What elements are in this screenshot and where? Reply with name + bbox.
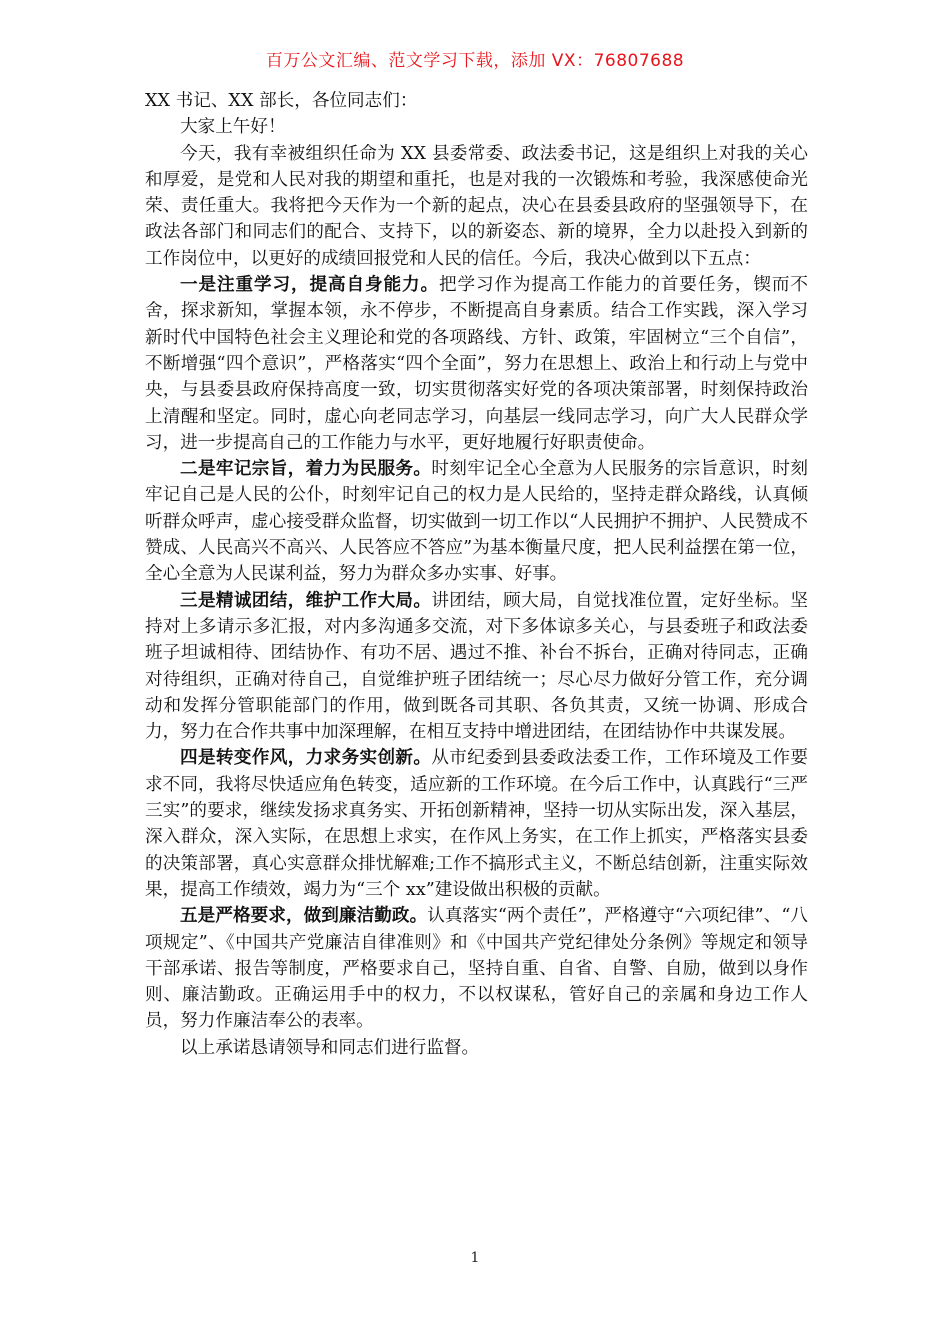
point-text: 讲团结，顾大局，自觉找准位置，定好坐标。坚持对上多请示多汇报，对内多沟通多交流，对下多体谅多关心，与县委班子和政法委班子坦诚相待、团结协作、有功不居、遇过不推、补台不拆台，正确对待同志，正确对待组织，正确对待自己，自觉维护班子团结统一；尽心尽力做好分管工作，充分调动和发挥分管职能部门的作用，做到既各司其职、各负其责，又统一协调、形成合力，努力在合作共事中加深理解，在相互支持中增进团结，在团结协作中共谋发展。 bbox=[145, 590, 808, 743]
point-paragraph-4 bbox=[145, 745, 808, 903]
point-heading: 一是注重学习，提高自身能力。 bbox=[180, 274, 439, 296]
point-heading: 四是转变作风，力求务实创新。 bbox=[180, 747, 432, 769]
point-paragraph-2 bbox=[145, 456, 808, 587]
intro-paragraph: 今天，我有幸被组织任命为 XX 县委常委、政法委书记，这是组织上对我的关心和厚爱，是党和人民对我的期望和重托，也是对我的一次锻炼和考验，我深感使命光荣、责任重大。我将把今天作为一个新的起点，决心在县委县政府的坚强领导下，在政法各部门和同志们的配合、支持下，以的新姿态、新的境界，全力以赴投入到新的工作岗位中，以更好的成绩回报党和人民的信任。今后，我决心做到以下五点： bbox=[145, 143, 808, 269]
header-banner: 百万公文汇编、范文学习下载，添加 VX：76807688 bbox=[265, 51, 685, 71]
greeting: 大家上午好！ bbox=[180, 117, 286, 138]
point-text: 把学习作为提高工作能力的首要任务，锲而不舍，探求新知，掌握本领，永不停步，不断提高自身素质。结合工作实践，深入学习新时代中国特色社会主义理论和党的各项路线、方针、政策，牢固树立“三个自信”，不断增强“四个意识”，严格落实“四个全面”，努力在思想上、政治上和行动上与党中央，与县委县政府保持高度一致，切实贯彻落实好党的各项决策部署，时刻保持政治上清醒和坚定。同时，虚心向老同志学习，向基层一线同志学习，向广大人民群众学习，进一步提高自己的工作能力与水平，更好地履行好职责使命。 bbox=[145, 275, 808, 453]
point-paragraph-5 bbox=[145, 903, 808, 1034]
point-text: 时刻牢记全心全意为人民服务的宗旨意识，时刻牢记自己是人民的公仆，时刻牢记自己的权力是人民给的，坚持走群众路线，认真倾听群众呼声，虚心接受群众监督，切实做到一切工作以“人民拥护不拥护、人民赞成不赞成、人民高兴不高兴、人民答应不答应”为基本衡量尺度，把人民利益摆在第一位，全心全意为人民谋利益，努力为群众多办实事、好事。 bbox=[145, 459, 808, 585]
point-heading: 三是精诚团结，维护工作大局。 bbox=[180, 589, 432, 611]
salutation: XX 书记、XX 部长，各位同志们： bbox=[145, 91, 418, 111]
point-paragraph-3 bbox=[145, 588, 808, 746]
closing-paragraph: 以上承诺恳请领导和同志们进行监督。 bbox=[180, 1037, 480, 1058]
point-text: 从市纪委到县委政法委工作，工作环境及工作要求不同，我将尽快适应角色转变，适应新的工作环境。在今后工作中，认真践行“三严三实”的要求，继续发扬求真务实、开拓创新精神，坚持一切从实际出发，深入基层，深入群众，深入实际，在思想上求实，在作风上务实，在工作上抓实，严格落实县委的决策部署，真心实意群众排忧解难;工作不搞形式主义，不断总结创新，注重实际效果，提高工作绩效，竭力为“三个 xx”建设做出积极的贡献。 bbox=[145, 748, 808, 900]
page-number: 1 bbox=[470, 1250, 480, 1266]
point-heading: 二是牢记宗旨，着力为民服务。 bbox=[180, 458, 432, 480]
point-paragraph-1 bbox=[145, 272, 808, 456]
point-text: 认真落实“两个责任”，严格遵守“六项纪律”、“八项规定”、《中国共产党廉洁自律准则》和《中国共产党纪律处分条例》等规定和领导干部承诺、报告等制度，严格要求自己，坚持自重、自省、自警、自励，做到以身作则、廉洁勤政。正确运用手中的权力，不以权谋私，管好自己的亲属和身边工作人员，努力作廉洁奉公的表率。 bbox=[145, 906, 808, 1032]
document-body bbox=[145, 88, 808, 1061]
point-heading: 五是严格要求，做到廉洁勤政。 bbox=[180, 905, 428, 927]
